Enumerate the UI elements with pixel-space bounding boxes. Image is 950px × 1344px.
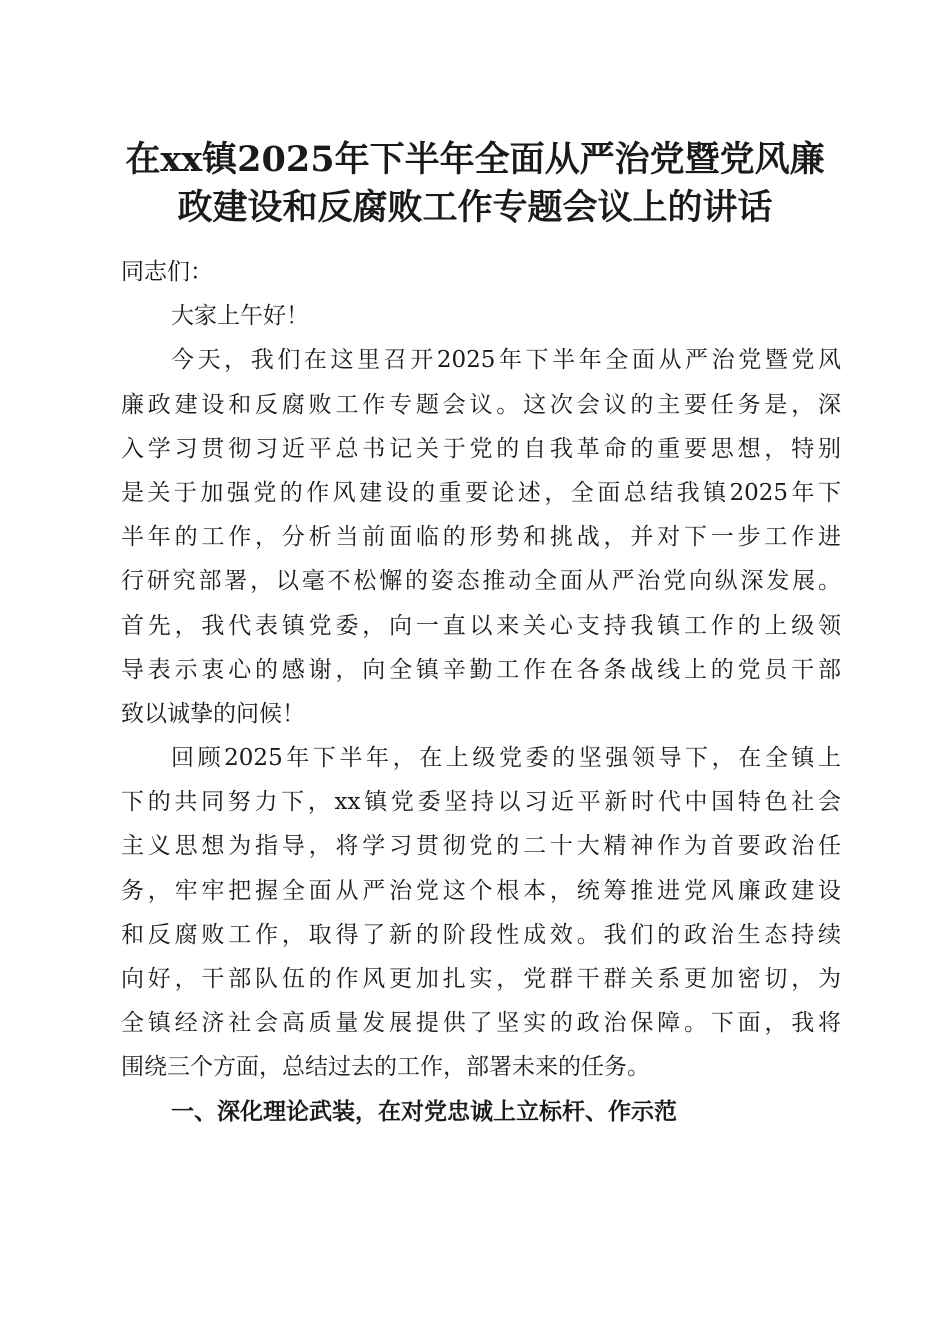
paragraph-line: 和反腐败工作，取得了新的阶段性成效。我们的政治生态持续 xyxy=(121,921,841,948)
section-heading: 一、深化理论武装，在对党忠诚上立标杆、作示范 xyxy=(171,1098,677,1125)
paragraph-line: 致以诚挚的问候！ xyxy=(121,700,305,727)
paragraph-line: 向好，干部队伍的作风更加扎实，党群干群关系更加密切，为 xyxy=(121,966,841,992)
document-body xyxy=(121,250,841,1134)
paragraph-line: 入学习贯彻习近平总书记关于党的自我革命的重要思想，特别 xyxy=(121,435,841,462)
paragraph-line: 廉政建设和反腐败工作专题会议。这次会议的主要任务是，深 xyxy=(121,391,841,418)
paragraph-line: 回顾2025年下半年，在上级党委的坚强领导下，在全镇上 xyxy=(171,745,841,772)
paragraph-line: 主义思想为指导，将学习贯彻党的二十大精神作为首要政治任 xyxy=(121,833,841,860)
paragraph-1 xyxy=(121,338,841,736)
paragraph-line: 是关于加强党的作风建设的重要论述，全面总结我镇2025年下 xyxy=(121,479,841,506)
paragraph-line: 务，牢牢把握全面从严治党这个根本，统筹推进党风廉政建设 xyxy=(121,877,841,904)
paragraph-line: 今天，我们在这里召开2025年下半年全面从严治党暨党风 xyxy=(171,347,841,374)
paragraph-line: 半年的工作，分析当前面临的形势和挑战，并对下一步工作进 xyxy=(121,524,841,551)
document-title-line-2: 政建设和反腐败工作专题会议上的讲话 xyxy=(177,187,773,228)
paragraph-2 xyxy=(121,736,841,1090)
salutation: 同志们： xyxy=(121,259,213,285)
document-title-line-1: 在xx镇2025年下半年全面从严治党暨党风廉 xyxy=(125,139,825,180)
greeting: 大家上午好！ xyxy=(171,303,309,330)
paragraph-line: 导表示衷心的感谢，向全镇辛勤工作在各条战线上的党员干部 xyxy=(121,656,841,683)
paragraph-line: 围绕三个方面，总结过去的工作，部署未来的任务。 xyxy=(121,1054,650,1081)
paragraph-line: 下的共同努力下，xx镇党委坚持以习近平新时代中国特色社会 xyxy=(121,789,841,816)
paragraph-line: 行研究部署，以毫不松懈的姿态推动全面从严治党向纵深发展。 xyxy=(121,568,841,595)
paragraph-line: 全镇经济社会高质量发展提供了坚实的政治保障。下面，我将 xyxy=(121,1010,841,1037)
paragraph-line: 首先，我代表镇党委，向一直以来关心支持我镇工作的上级领 xyxy=(121,612,841,639)
